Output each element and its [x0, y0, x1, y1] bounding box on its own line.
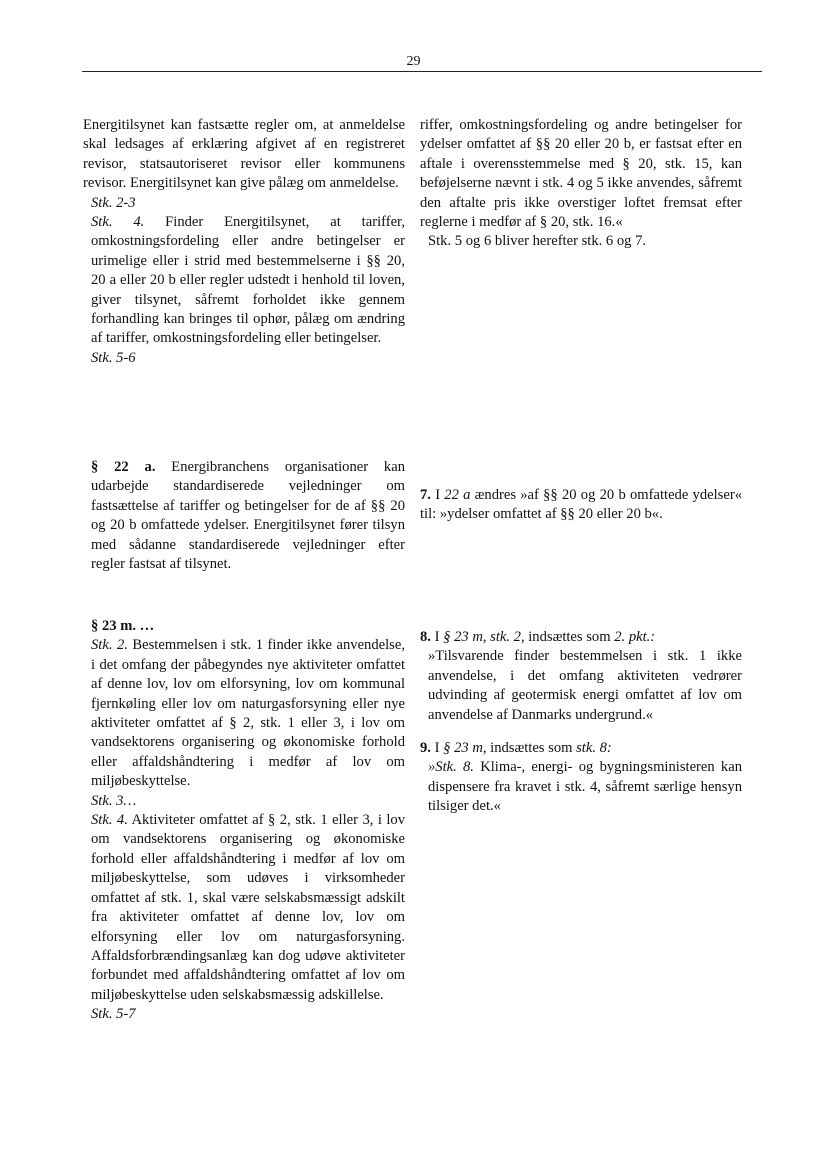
amendment-item-9: 9. I § 23 m, indsættes som stk. 8: — [420, 740, 612, 757]
amendment-paragraph: 7. I 22 a ændres »af §§ 20 og 20 b omfattede ydelser« til: »ydelser omfattet af §§ 20 eller 20 b«. — [420, 487, 742, 523]
current-law-section-23m — [83, 617, 405, 1025]
current-law-section-22a — [83, 458, 405, 574]
section-22a-paragraph: § 22 a. Energibranchens organisationer kan udarbejde standardiserede vejledninger om fastsættelse af tariffer og betingelser for de af §§ 20 og 20 b omfattede ydelser. Energitilsynet fører tilsyn med sådanne standardiserede vejledninger efter regler fastsat af tilsynet. — [91, 459, 405, 573]
stk-label: Stk. 4. — [91, 812, 128, 829]
stk-label: Stk. 4. — [91, 214, 145, 231]
stk-reference: Stk. 5-6 — [91, 349, 136, 366]
amendment-items-8-9 — [420, 628, 742, 817]
stk4-paragraph: Stk. 4. Aktiviteter omfattet af § 2, stk. 1 eller 3, i lov om vandsektorens organisering og økonomiske forhold eller affaldshåndtering i medfør af lov om miljøbeskyttelse, som udøves i virksomheder omfattet af stk. 1, skal være selskabsmæssigt adskilt fra aktiviteter omfattet af denne lov, lov om elforsyning eller lov om naturgasforsyning. Affaldsforbrændingsanlæg kan dog udøve aktiviteter forbundet med affaldshåndtering omfattet af lov om miljøbeskyttelse uden selskabsmæssig adskillelse. — [91, 812, 405, 1003]
section-heading: § 23 m. … — [91, 618, 155, 634]
spacer — [420, 725, 742, 739]
amendment-quote: »Stk. 8. Klima-, energi- og bygningsministeren kan dispensere fra kravet i stk. 4, såfremt særlige hensyn tilsiger det.« — [428, 759, 742, 815]
stk-reference: Stk. 5-7 — [91, 1006, 136, 1023]
stk-reference: Stk. 2-3 — [91, 194, 136, 211]
paragraph: Stk. 5 og 6 bliver herefter stk. 6 og 7. — [428, 233, 647, 250]
stk-label: Stk. 2. — [91, 637, 128, 654]
page-number: 29 — [406, 54, 421, 69]
stk-reference: Stk. 3… — [91, 792, 137, 809]
current-law-section-22 — [83, 116, 405, 368]
item-number: 9. — [420, 740, 431, 757]
amendment-item-8: 8. I § 23 m, stk. 2, indsættes som 2. pkt.: — [420, 629, 656, 645]
amendment-item-7 — [420, 486, 742, 525]
stk2-paragraph: Stk. 2. Bestemmelsen i stk. 1 finder ikke anvendelse, i det omfang der påbegyndes nye aktiviteter omfattet af denne lov, lov om elforsyning, lov om kommunal fjernkøling eller lov om naturgasforsyning eller nye aktiviteter omfattet af § 2, stk. 1 eller 3, i lov om vandsektorens organisering og økonomiske forhold eller affaldshåndtering i medfør af lov om miljøbeskyttelse. — [91, 637, 405, 790]
section-heading: § 22 a. — [91, 459, 156, 475]
paragraph: riffer, omkostningsfordeling og andre betingelser for ydelser omfattet af §§ 20 eller 20 b, er fastsat efter en aftale i overensstemmelse med § 20, stk. 15, kan beføjelserne nævnt i stk. 4 og 5 ikke anvendes, såfremt den aftalte pris ikke overstiger loftet fremsat efter reglerne i medfør af § 20, stk. 16.« — [420, 117, 742, 231]
amendment-quote: »Tilsvarende finder bestemmelsen i stk. 1 ikke anvendelse, i det omfang aktiviteten vedrører udvinding af geotermisk energi omfattet af lov om anvendelse af Danmarks undergrund.« — [428, 648, 742, 723]
stk4-paragraph: Stk. 4. Finder Energitilsynet, at tariffer, omkostningsfordeling eller andre betingelser er urimelige eller i strid med bestemmelserne i §§ 20, 20 a eller 20 b eller regler udstedt i henhold til loven, giver tilsynet, såfremt forholdet ikke gennem forhandling kan bringes til ophør, pålæg om ændring af tariffer, omkostningsfordeling eller betingelser. — [91, 214, 405, 347]
item-number: 8. — [420, 629, 431, 645]
item-number: 7. — [420, 487, 431, 503]
header-rule — [82, 71, 762, 72]
amendment-continuation — [420, 116, 742, 252]
paragraph: Energitilsynet kan fastsætte regler om, at anmeldelse skal ledsages af erklæring afgivet af en registreret revisor, statsautoriseret revisor eller kommunens revisor. Energitilsynet kan give pålæg om anmeldelse. — [83, 117, 405, 192]
